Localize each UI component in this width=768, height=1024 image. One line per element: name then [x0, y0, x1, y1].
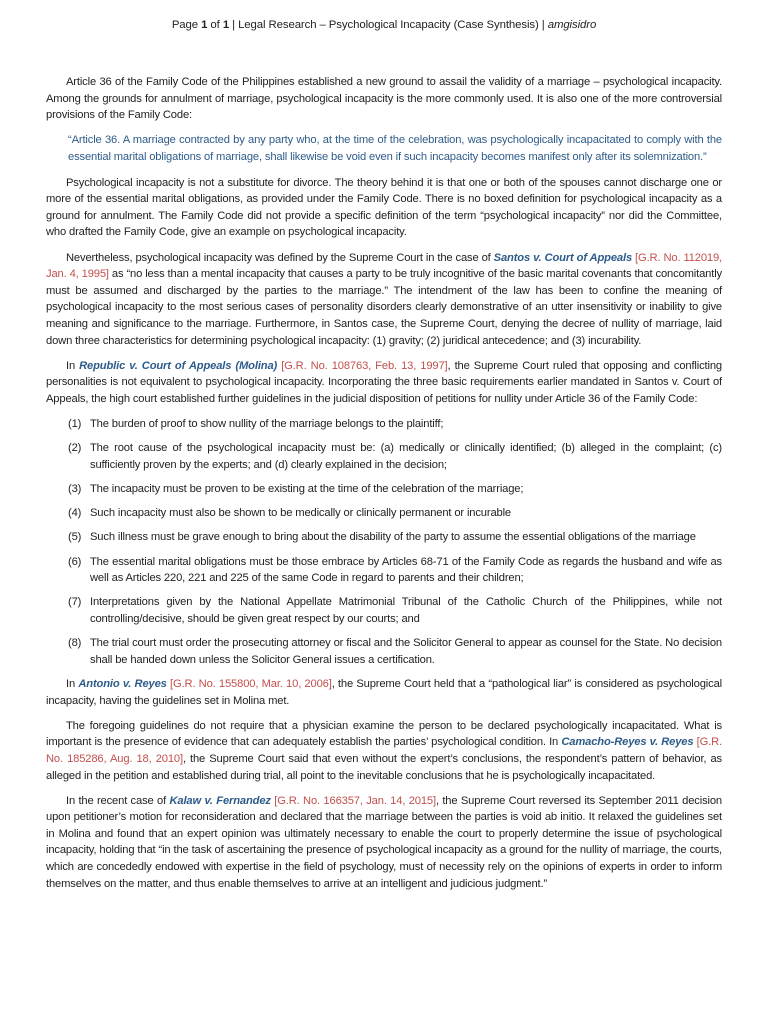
list-number: (4) [68, 507, 82, 520]
page-header [0, 19, 768, 31]
list-text: The incapacity must be proven to be existing at the time of the celebration of the marriage; [90, 483, 524, 496]
header-separator: | [538, 19, 548, 31]
list-text: The burden of proof to show nullity of the marriage belongs to the plaintiff; [90, 418, 444, 431]
list-item [46, 594, 722, 627]
paragraph-molina [46, 358, 722, 408]
paragraph-intro: Article 36 of the Family Code of the Philippines established a new ground to assail the validity of a marriage – psychological incapacity. Among the grounds for annulment of marriage, psychological incapacity is the more commonly used. It is also one of the more controversial provisions of the Family Code: [46, 76, 722, 122]
citation-kalaw: [G.R. No. 166357, Jan. 14, 2015] [270, 794, 436, 807]
text-segment: In [66, 359, 80, 372]
list-text: Such illness must be grave enough to bring about the disability of the party to assume the essential obligations of the marriage [90, 531, 696, 544]
document-body [46, 74, 722, 901]
of-word: of [210, 19, 220, 31]
paragraph-camacho [46, 718, 722, 784]
text-segment: In the recent case of [66, 794, 170, 807]
page-word: Page [171, 19, 199, 31]
paragraph-santos [46, 250, 722, 350]
list-number: (1) [68, 418, 82, 431]
text-segment: Nevertheless, psychological incapacity was defined by the Supreme Court in the case of [66, 251, 494, 264]
case-name-kalaw: Kalaw v. Fernandez [169, 794, 271, 807]
list-item [46, 416, 722, 433]
text-segment: , the Supreme Court ruled that opposing and conflicting personalities is not equivalent to psychological incapacity. Incorporating the three basic requirements earlier mandated in Santos v. Court of Appeals, the high court established further guidelines in the judicial disposition of petitions for nullity under Article 36 of the Family Code: [46, 359, 722, 405]
molina-guidelines-list [46, 416, 722, 668]
list-item [46, 529, 722, 546]
list-text: Interpretations given by the National Appellate Matrimonial Tribunal of the Catholic Church of the Philippines, while not controlling/decisive, should be given great respect by our courts; and [90, 596, 722, 625]
list-item [46, 505, 722, 522]
case-name-santos: Santos v. Court of Appeals [493, 251, 633, 264]
list-item [46, 440, 722, 473]
case-name-antonio: Antonio v. Reyes [78, 677, 167, 690]
text-segment: In [66, 677, 79, 690]
text-segment: The foregoing guidelines do not require that a physician examine the person to be declared psychologically incapacitated. What is important is the presence of evidence that can adequately establish the parties’ psychological condition. In [46, 719, 722, 749]
case-name-camacho: Camacho-Reyes v. Reyes [561, 736, 694, 749]
list-number: (5) [68, 531, 82, 544]
list-number: (7) [68, 596, 82, 609]
text-segment: as “no less than a mental incapacity that causes a party to be truly incognitive of the basic marital covenants that concomitantly must be assumed and discharged by the parties to the marriage.” The intendment of the law has been to confine the meaning of psychological incapacity to the most serious cases of personality disorders clearly demonstrative of an utter insensitivity or inability to give meaning and significance to the marriage. Furthermore, in Santos case, the Supreme Court, denying the decree of nullity of marriage, laid down three characteristics for determining psychological incapacity: (1) gravity; (2) juridical antecedence; and (3) incurability. [46, 268, 722, 347]
case-name-molina: Republic v. Court of Appeals (Molina) [79, 359, 278, 372]
list-item [46, 635, 722, 668]
page-total: 1 [222, 19, 230, 31]
paragraph-antonio [46, 676, 722, 709]
header-title: Legal Research – Psychological Incapacity (Case Synthesis) [238, 19, 539, 31]
list-text: The root cause of the psychological incapacity must be: (a) medically or clinically identified; (b) alleged in the complaint; (c) sufficiently proven by the experts; and (d) clearly explained in the decision; [90, 442, 722, 471]
text-segment: , the Supreme Court said that even without the expert’s conclusions, the respondent’s pattern of behavior, as alleged in the petition and established during trial, all point to the inevitable conclusions that he is psychologically incapacitated. [46, 752, 723, 782]
text-segment: , the Supreme Court reversed its September 2011 decision upon petitioner’s motion for reconsideration and declared that the marriage between the parties is void ab initio. It relaxed the guidelines set in Molina and found that an expert opinion was ultimately necessary to enable the court to properly determine the issue of psychological incapacity, holding that “in the task of ascertaining the presence of psychological incapacity as a ground for the nullity of marriage, the courts, which are concededly endowed with expertise in the field of psychology, must of necessity rely on the opinions of experts in order to inform themselves on the matter, and thus enable themselves to arrive at an intelligent and judicious judgment.” [46, 794, 722, 890]
list-number: (3) [68, 483, 82, 496]
list-text: Such incapacity must also be shown to be medically or clinically permanent or incurable [90, 507, 511, 520]
list-number: (8) [68, 637, 82, 650]
text-segment: , the Supreme Court held that a “pathological liar” is considered as psychological incapacity, having the guidelines set in Molina met. [46, 677, 722, 707]
list-number: (6) [68, 555, 82, 568]
citation-camacho: [G.R. No. 185286, Aug. 18, 2010] [46, 736, 722, 765]
citation-antonio: [G.R. No. 155800, Mar. 10, 2006] [166, 677, 332, 690]
list-number: (2) [68, 442, 82, 455]
header-separator: | [229, 19, 239, 31]
list-text: The trial court must order the prosecuting attorney or fiscal and the Solicitor General to appear as counsel for the State. No decision shall be handed down unless the Solicitor General issues a certification. [90, 637, 722, 666]
citation-santos: [G.R. No. 112019, Jan. 4, 1995] [46, 251, 723, 281]
list-item [46, 554, 722, 587]
list-text: The essential marital obligations must be those embrace by Articles 68-71 of the Family Code as regards the husband and wife as well as Articles 220, 221 and 225 of the same Code in regard to parents and their children; [90, 555, 722, 585]
header-author: amgisidro [547, 19, 597, 31]
paragraph-not-divorce: Psychological incapacity is not a substitute for divorce. The theory behind it is that one or both of the spouses cannot discharge one or more of the essential marital obligations, as provided under the Family Code. There is no boxed definition for psychological incapacity as a ground for annulment. The Family Code did not provide a specific definition of the term “psychological incapacity” nor did the Committee, who drafted the Family Code, give an example on psychological incapacity. [46, 176, 722, 239]
paragraph-kalaw [46, 793, 722, 893]
article-36-quote: “Article 36. A marriage contracted by any party who, at the time of the celebration, was psychologically incapacitated to comply with the essential marital obligations of marriage, shall likewise be void even if such incapacity becomes manifest only after its solemnization.” [68, 134, 722, 163]
list-item [46, 481, 722, 498]
citation-molina: [G.R. No. 108763, Feb. 13, 1997] [277, 359, 448, 372]
page-current: 1 [201, 19, 208, 31]
